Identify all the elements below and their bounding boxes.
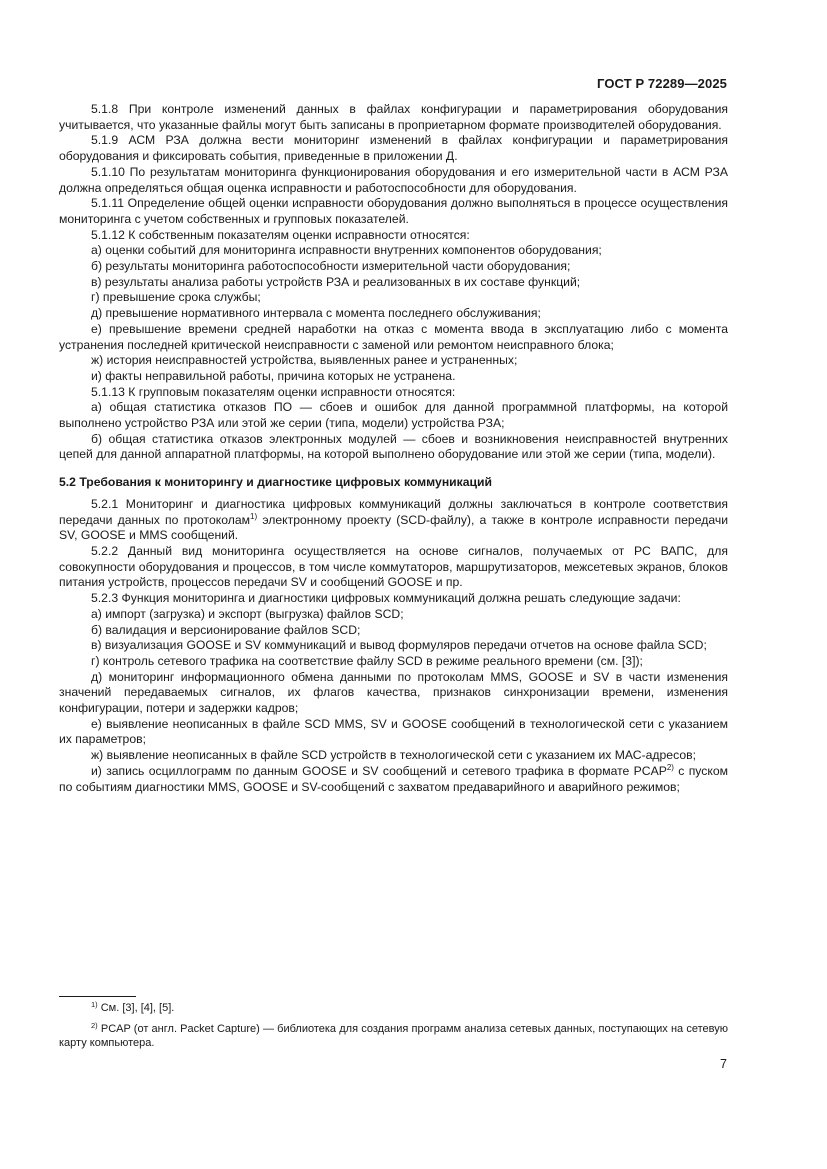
- paragraph-4: 5.1.12 К собственным показателям оценки исправности относятся:: [91, 227, 470, 242]
- item-i-text-after: с пуском по событиям диагностики MMS, GOOSE и SV-сообщений с захватом предаварийного и аварийного режимов;: [59, 763, 728, 794]
- paragraph-5-2-3-item-i: [59, 764, 728, 795]
- section-5-1-paragraphs: [59, 102, 728, 463]
- document-code-header: ГОСТ Р 72289—2025: [597, 76, 727, 91]
- paragraph-6: б) результаты мониторинга работоспособности измерительной части оборудования;: [91, 259, 571, 274]
- paragraph-14: а) общая статистика отказов ПО — сбоев и ошибок для данной программной платформы, на которой выполнено устройство РЗА или этой же серии (типа, модели) устройства РЗА;: [59, 400, 728, 431]
- paragraph-5-2-1: [59, 497, 728, 544]
- paragraph-5: а) оценки событий для мониторинга исправности внутренних компонентов оборудования;: [91, 243, 602, 258]
- document-body: [59, 102, 728, 795]
- page-number: 7: [720, 1057, 727, 1071]
- paragraph-5-2-1-text-after: электронному проекту (SCD-файлу), а также в контроле исправности передачи SV, GOOSE и MMS сообщений.: [59, 512, 729, 543]
- footnote-2-text: PCAP (от англ. Packet Capture) — библиотека для создания программ анализа сетевых данных, поступающих на сетевую карту компьютера.: [59, 1022, 728, 1049]
- paragraph-5-2-8: ж) выявление неописанных в файле SCD устройств в технологической сети с указанием их МАС-адресов;: [91, 748, 696, 763]
- footnote-1-mark: 1): [91, 1000, 98, 1009]
- paragraph-10: е) превышение времени средней наработки на отказ с момента ввода в эксплуатацию либо с момента устранения последней критической неисправности с заменой или ремонтом неисправного блока;: [59, 321, 728, 352]
- footnote-ref-1: 1): [250, 511, 258, 521]
- paragraph-5-2-6: д) мониторинг информационного обмена данными по протоколам MMS, GOOSE и SV в части изменения значений передаваемых сигналов, их флагов качества, признаков синхронизации времени, изменения конфигурации, потери и задержки кадров;: [59, 669, 728, 716]
- paragraph-1: 5.1.9 АСМ РЗА должна вести мониторинг изменений в файлах конфигурации и параметрирования оборудования и фиксировать события, приведенные в приложении Д.: [59, 133, 728, 164]
- paragraph-5-2-1: 5.2.3 Функция мониторинга и диагностики цифровых коммуникаций должна решать следующие задачи:: [91, 591, 681, 606]
- paragraph-5-2-0: 5.2.2 Данный вид мониторинга осуществляется на основе сигналов, получаемых от РС ВАПС, для совокупности оборудования и процессов, в том числе коммутаторов, маршрутизаторов, межсетевых экранов, блоков питания устройств, процессов передачи SV и сообщений GOOSE и пр.: [59, 543, 728, 590]
- paragraph-5-2-3: б) валидация и версионирование файлов SCD;: [91, 622, 361, 637]
- footnote-1: [59, 1001, 728, 1016]
- paragraph-5-2-7: е) выявление неописанных в файле SCD MMS, SV и GOOSE сообщений в технологической сети с указанием их параметров;: [59, 716, 728, 747]
- footnote-1-text: См. [3], [4], [5].: [97, 1002, 175, 1014]
- paragraph-9: д) превышение нормативного интервала с момента последнего обслуживания;: [91, 306, 541, 321]
- paragraph-2: 5.1.10 По результатам мониторинга функционирования оборудования и его измерительной части в АСМ РЗА должна определяться общая оценка исправности и работоспособности для оборудования.: [59, 164, 728, 195]
- paragraph-7: в) результаты анализа работы устройств РЗА и реализованных в их составе функций;: [91, 274, 581, 289]
- paragraph-5-2-4: в) визуализация GOOSE и SV коммуникаций и вывод формуляров передачи отчетов на основе файла SCD;: [91, 638, 707, 653]
- section-5-2-paragraphs: [59, 544, 728, 764]
- paragraph-8: г) превышение срока службы;: [91, 290, 261, 305]
- paragraph-0: 5.1.8 При контроле изменений данных в файлах конфигурации и параметрирования оборудования учитывается, что указанные файлы могут быть записаны в проприетарном формате производителей оборудования.: [59, 102, 728, 132]
- paragraph-5-2-5: г) контроль сетевого трафика на соответствие файлу SCD в режиме реального времени (см. [3]);: [91, 653, 643, 668]
- item-i-text-before: и) запись осциллограмм по данным GOOSE и SV сообщений и сетевого трафика в формате PCAP: [91, 763, 667, 778]
- footnote-2: [59, 1022, 728, 1051]
- paragraph-13: 5.1.13 К групповым показателям оценки исправности относятся:: [91, 384, 456, 399]
- paragraph-12: и) факты неправильной работы, причина которых не устранена.: [91, 368, 456, 383]
- section-heading-5-2: 5.2 Требования к мониторингу и диагностике цифровых коммуникаций: [59, 475, 493, 490]
- paragraph-5-2-2: а) импорт (загрузка) и экспорт (выгрузка) файлов SCD;: [91, 606, 404, 621]
- paragraph-3: 5.1.11 Определение общей оценки исправности оборудования должно выполняться в процессе осуществления мониторинга с учетом собственных и групповых показателей.: [59, 196, 728, 226]
- paragraph-5-2-1-text-before: 5.2.1 Мониторинг и диагностика цифровых коммуникаций должны заключаться в контроле соответствия передачи данных по протоколам: [59, 496, 728, 527]
- footnote-2-mark: 2): [91, 1020, 98, 1030]
- footnote-ref-2: 2): [666, 762, 674, 772]
- paragraph-15: б) общая статистика отказов электронных модулей — сбоев и возникновения неисправностей внутренних цепей для данной аппаратной платформы, на которой выполнено оборудование или этой же серии (типа, модели).: [59, 431, 728, 462]
- footnotes: [59, 1001, 728, 1057]
- paragraph-11: ж) история неисправностей устройства, выявленных ранее и устраненных;: [91, 353, 518, 368]
- footnote-divider: [59, 996, 136, 997]
